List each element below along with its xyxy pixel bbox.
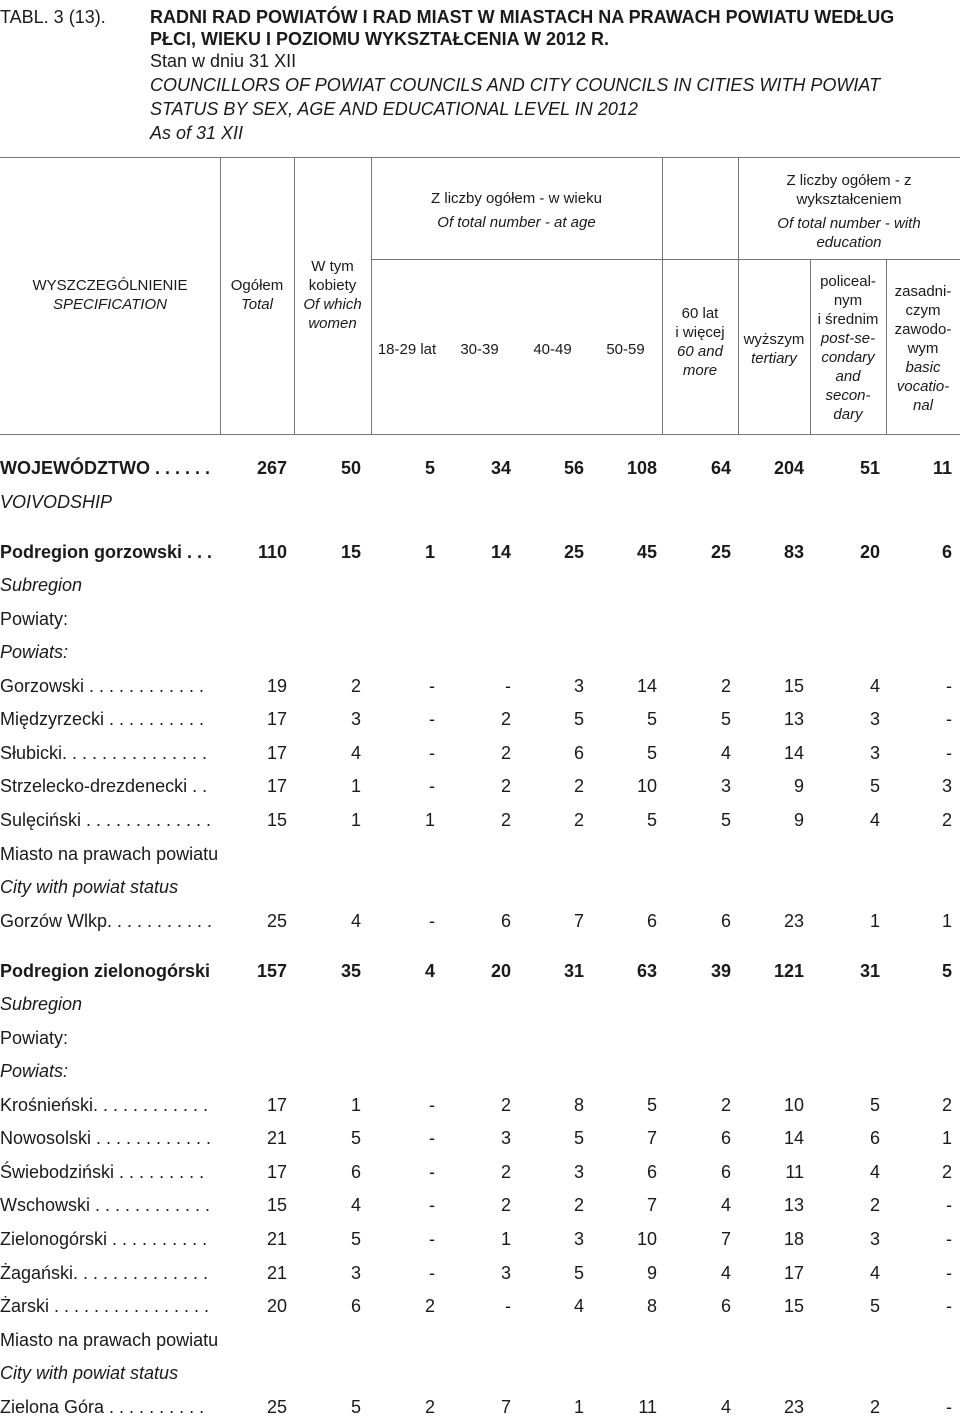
header-tertiary: wyższym tertiary <box>743 331 805 367</box>
row-value: 31 <box>563 961 584 981</box>
row-value: 3 <box>500 1128 511 1148</box>
row-label: City with powiat status <box>0 1363 179 1383</box>
row-value: 23 <box>783 1397 804 1417</box>
row-value: - <box>946 743 952 763</box>
row-value: 7 <box>646 1128 657 1148</box>
header-women: W tym kobiety Of which women <box>303 258 362 332</box>
row-value: 17 <box>266 1095 287 1115</box>
row-value: 5 <box>350 1397 361 1417</box>
row-value: 2 <box>720 676 731 696</box>
header-age-60-plus: 60 lat i więcej 60 and more <box>675 305 725 379</box>
row-value: - <box>946 676 952 696</box>
row-value: 17 <box>783 1263 804 1283</box>
row-value: 5 <box>350 1128 361 1148</box>
row-value: 25 <box>266 1397 287 1417</box>
row-value: 20 <box>490 961 511 981</box>
row-value: 5 <box>941 961 952 981</box>
table-row <box>0 1290 960 1323</box>
row-value: 157 <box>256 961 287 981</box>
row-value: 6 <box>720 1296 731 1316</box>
row-value: 21 <box>266 1128 287 1148</box>
table-row <box>0 770 960 803</box>
row-value: 6 <box>350 1296 361 1316</box>
row-value: 2 <box>500 709 511 729</box>
row-value: - <box>429 1195 435 1215</box>
row-value: 4 <box>869 810 880 830</box>
table-row <box>0 1089 960 1122</box>
row-value: 2 <box>941 1095 952 1115</box>
row-value: 2 <box>500 810 511 830</box>
row-value: 5 <box>646 709 657 729</box>
row-label: Nowosolski . . . . . . . . . . . . <box>0 1128 212 1148</box>
row-value: 4 <box>573 1296 584 1316</box>
row-value: 9 <box>793 776 804 796</box>
row-value: 4 <box>869 1162 880 1182</box>
row-value: - <box>429 911 435 931</box>
row-value: 5 <box>869 1296 880 1316</box>
row-value: - <box>946 1229 952 1249</box>
table-row <box>0 905 960 938</box>
row-value: - <box>429 676 435 696</box>
row-value: 20 <box>859 542 880 562</box>
row-label: VOIVODSHIP <box>0 492 113 512</box>
row-value: 110 <box>257 542 287 562</box>
row-value: - <box>429 1263 435 1283</box>
row-value: 1 <box>424 810 435 830</box>
header-age-18-29: 18-29 lat <box>377 341 437 358</box>
row-value: 6 <box>941 542 952 562</box>
row-value: 4 <box>350 1195 361 1215</box>
row-value: 15 <box>783 676 804 696</box>
row-value: 45 <box>636 542 657 562</box>
row-value: 5 <box>350 1229 361 1249</box>
row-value: 204 <box>773 458 804 478</box>
row-label: Słubicki. . . . . . . . . . . . . . . <box>0 743 208 763</box>
row-label: Żarski . . . . . . . . . . . . . . . . <box>0 1296 210 1316</box>
row-value: - <box>946 709 952 729</box>
row-value: 6 <box>646 911 657 931</box>
row-value: - <box>429 776 435 796</box>
row-value: 3 <box>573 1229 584 1249</box>
row-label: Zielonogórski . . . . . . . . . . <box>0 1229 208 1249</box>
header-specification: WYSZCZEGÓLNIENIE SPECIFICATION <box>32 277 188 313</box>
row-value: 5 <box>720 709 731 729</box>
header-education-group: Z liczby ogółem - z wykształceniem Of total number - with education <box>777 172 921 251</box>
title-polish-line1: RADNI RAD POWIATÓW I RAD MIAST W MIASTACH NA PRAWACH POWIATU WEDŁUG <box>150 7 895 27</box>
row-value: 1 <box>941 911 952 931</box>
row-value: 4 <box>720 743 731 763</box>
row-value: 3 <box>720 776 731 796</box>
row-value: - <box>429 1128 435 1148</box>
row-label: Sulęciński . . . . . . . . . . . . . <box>0 810 212 830</box>
date-english: As of 31 XII <box>150 123 244 143</box>
row-value: 3 <box>941 776 952 796</box>
row-value: 5 <box>646 743 657 763</box>
row-value: - <box>946 1397 952 1417</box>
table-row <box>0 737 960 770</box>
row-value: 8 <box>646 1296 657 1316</box>
row-value: 15 <box>340 542 361 562</box>
row-value: - <box>946 1296 952 1316</box>
table-row <box>0 486 960 519</box>
row-value: 2 <box>500 1195 511 1215</box>
row-value: 3 <box>350 709 361 729</box>
row-value: 18 <box>783 1229 804 1249</box>
row-label: Podregion zielonogórski <box>0 961 211 981</box>
row-value: - <box>429 743 435 763</box>
table-row <box>0 569 960 602</box>
header-age-group: Z liczby ogółem - w wieku Of total number - at age <box>431 190 602 231</box>
row-value: 5 <box>573 1263 584 1283</box>
row-value: 2 <box>869 1397 880 1417</box>
row-label: Świebodziński . . . . . . . . . <box>0 1162 205 1182</box>
table-row <box>0 1324 960 1357</box>
row-value: 8 <box>573 1095 584 1115</box>
row-value: 14 <box>490 542 511 562</box>
row-value: 1 <box>573 1397 584 1417</box>
row-value: 56 <box>563 458 584 478</box>
header-post-secondary: policeal- nym i średnim post-se- condary and secon- dary <box>817 273 879 423</box>
row-value: 1 <box>350 810 361 830</box>
table-row <box>0 838 960 871</box>
row-label: Powiaty: <box>0 1028 69 1048</box>
row-value: 13 <box>783 709 804 729</box>
header-basic-vocational: zasadni- czym zawodo- wym basic vocatio- nal <box>894 283 952 414</box>
row-value: 2 <box>869 1195 880 1215</box>
row-value: 3 <box>869 1229 880 1249</box>
row-value: 35 <box>340 961 361 981</box>
row-value: 10 <box>636 1229 657 1249</box>
row-value: - <box>429 709 435 729</box>
row-value: 11 <box>932 458 952 478</box>
row-value: 3 <box>573 676 584 696</box>
row-label: City with powiat status <box>0 877 179 897</box>
row-value: - <box>429 1229 435 1249</box>
row-value: 2 <box>424 1296 435 1316</box>
row-value: - <box>429 1162 435 1182</box>
row-value: 19 <box>266 676 287 696</box>
row-label: Gorzów Wlkp. . . . . . . . . . . <box>0 911 213 931</box>
table-row <box>0 1122 960 1155</box>
row-value: 4 <box>350 911 361 931</box>
table-row <box>0 955 960 988</box>
row-value: 2 <box>424 1397 435 1417</box>
row-label: WOJEWÓDZTWO . . . . . . <box>0 458 210 478</box>
row-value: 6 <box>720 1162 731 1182</box>
header-divider <box>371 259 960 260</box>
table-row <box>0 670 960 703</box>
table-row <box>0 804 960 837</box>
row-label: Międzyrzecki . . . . . . . . . . <box>0 709 205 729</box>
row-label: Powiaty: <box>0 609 69 629</box>
row-value: 7 <box>573 911 584 931</box>
row-label: Powiats: <box>0 1061 69 1081</box>
table-row <box>0 1391 960 1424</box>
table-row <box>0 1357 960 1390</box>
table-row <box>0 871 960 904</box>
row-value: 1 <box>350 776 361 796</box>
row-label: Miasto na prawach powiatu <box>0 1330 219 1350</box>
row-value: 3 <box>350 1263 361 1283</box>
row-value: 17 <box>266 743 287 763</box>
row-value: 11 <box>638 1397 657 1417</box>
row-value: 25 <box>563 542 584 562</box>
row-value: 23 <box>783 911 804 931</box>
title-polish-line2: PŁCI, WIEKU I POZIOMU WYKSZTAŁCENIA W 2012 R. <box>150 29 610 49</box>
row-value: 2 <box>941 810 952 830</box>
row-value: 51 <box>859 458 880 478</box>
row-value: 2 <box>500 1162 511 1182</box>
row-value: 1 <box>500 1229 511 1249</box>
row-value: 34 <box>490 458 511 478</box>
row-value: 6 <box>720 1128 731 1148</box>
row-value: 6 <box>720 911 731 931</box>
table-row <box>0 1257 960 1290</box>
table-row <box>0 603 960 636</box>
table-row <box>0 536 960 569</box>
row-value: 1 <box>941 1128 952 1148</box>
row-value: 2 <box>573 1195 584 1215</box>
row-value: - <box>946 1263 952 1283</box>
row-value: 11 <box>785 1162 804 1182</box>
row-value: 6 <box>500 911 511 931</box>
table-row <box>0 636 960 669</box>
table-row <box>0 988 960 1021</box>
row-value: 4 <box>720 1263 731 1283</box>
row-value: 14 <box>783 743 804 763</box>
row-value: 5 <box>646 1095 657 1115</box>
row-value: 14 <box>783 1128 804 1148</box>
header-age-40-49: 40-49 <box>533 341 572 358</box>
date-polish: Stan w dniu 31 XII <box>150 51 297 71</box>
row-value: 1 <box>350 1095 361 1115</box>
row-value: 21 <box>266 1263 287 1283</box>
row-value: 6 <box>869 1128 880 1148</box>
row-value: 17 <box>266 709 287 729</box>
header-age-30-39: 30-39 <box>460 341 499 358</box>
row-value: 2 <box>573 810 584 830</box>
row-value: 15 <box>266 1195 287 1215</box>
row-value: 39 <box>710 961 731 981</box>
row-value: 20 <box>266 1296 287 1316</box>
table-row <box>0 1055 960 1088</box>
table-row <box>0 1189 960 1222</box>
row-value: 15 <box>783 1296 804 1316</box>
row-value: 7 <box>646 1195 657 1215</box>
row-label: Gorzowski . . . . . . . . . . . . <box>0 676 205 696</box>
row-value: 17 <box>266 1162 287 1182</box>
title-english-line1: COUNCILLORS OF POWIAT COUNCILS AND CITY COUNCILS IN CITIES WITH POWIAT <box>150 75 881 95</box>
row-value: 63 <box>636 961 657 981</box>
row-value: 2 <box>500 776 511 796</box>
row-value: 4 <box>720 1397 731 1417</box>
row-value: 25 <box>266 911 287 931</box>
row-value: 5 <box>869 776 880 796</box>
row-value: 2 <box>500 743 511 763</box>
row-value: 1 <box>424 542 435 562</box>
row-value: 1 <box>869 911 880 931</box>
header-age-50-59: 50-59 <box>606 341 645 358</box>
row-value: 2 <box>350 676 361 696</box>
row-value: 4 <box>424 961 435 981</box>
row-value: 6 <box>646 1162 657 1182</box>
row-value: 9 <box>793 810 804 830</box>
row-value: 3 <box>573 1162 584 1182</box>
row-label: Strzelecko-drezdenecki . . <box>0 776 208 796</box>
row-value: 6 <box>573 743 584 763</box>
row-label: Powiats: <box>0 642 69 662</box>
row-value: 4 <box>350 743 361 763</box>
row-value: 5 <box>720 810 731 830</box>
row-value: 21 <box>266 1229 287 1249</box>
row-value: 83 <box>783 542 804 562</box>
row-value: 14 <box>636 676 657 696</box>
row-value: 64 <box>710 458 731 478</box>
table-row <box>0 1223 960 1256</box>
table-code: TABL. 3 (13). <box>0 7 106 27</box>
row-value: 5 <box>573 1128 584 1148</box>
row-value: 5 <box>646 810 657 830</box>
row-value: 4 <box>869 1263 880 1283</box>
row-value: 13 <box>783 1195 804 1215</box>
row-value: 121 <box>773 961 804 981</box>
table-row <box>0 1156 960 1189</box>
row-value: 25 <box>710 542 731 562</box>
table-row <box>0 1022 960 1055</box>
row-label: Wschowski . . . . . . . . . . . . <box>0 1195 211 1215</box>
title-english-line2: STATUS BY SEX, AGE AND EDUCATIONAL LEVEL IN 2012 <box>150 99 638 119</box>
row-label: Żagański. . . . . . . . . . . . . . <box>0 1263 209 1283</box>
row-value: 15 <box>266 810 287 830</box>
row-value: 2 <box>941 1162 952 1182</box>
row-label: Krośnieński. . . . . . . . . . . . <box>0 1095 209 1115</box>
row-value: 7 <box>500 1397 511 1417</box>
row-label: Zielona Góra . . . . . . . . . . <box>0 1397 205 1417</box>
table-row <box>0 703 960 736</box>
row-value: - <box>505 676 511 696</box>
row-value: - <box>505 1296 511 1316</box>
row-value: - <box>429 1095 435 1115</box>
row-value: 108 <box>626 458 657 478</box>
row-value: 4 <box>720 1195 731 1215</box>
row-label: Miasto na prawach powiatu <box>0 844 219 864</box>
row-value: 2 <box>720 1095 731 1115</box>
row-value: 2 <box>573 776 584 796</box>
row-value: 5 <box>869 1095 880 1115</box>
row-value: 10 <box>636 776 657 796</box>
row-label: Podregion gorzowski . . . <box>0 542 213 562</box>
row-value: 5 <box>573 709 584 729</box>
row-label: Subregion <box>0 575 83 595</box>
row-value: 4 <box>869 676 880 696</box>
row-value: 3 <box>500 1263 511 1283</box>
row-value: 5 <box>424 458 435 478</box>
row-value: 10 <box>783 1095 804 1115</box>
header-divider <box>662 158 663 434</box>
row-value: 3 <box>869 709 880 729</box>
row-value: 17 <box>266 776 287 796</box>
table-header <box>0 157 960 435</box>
row-value: 50 <box>340 458 361 478</box>
row-label: Subregion <box>0 994 83 1014</box>
row-value: 31 <box>859 961 880 981</box>
row-value: - <box>946 1195 952 1215</box>
row-value: 9 <box>646 1263 657 1283</box>
header-total: Ogółem Total <box>230 277 284 313</box>
row-value: 6 <box>350 1162 361 1182</box>
row-value: 3 <box>869 743 880 763</box>
table-row <box>0 452 960 485</box>
row-value: 7 <box>720 1229 731 1249</box>
row-value: 267 <box>256 458 287 478</box>
row-value: 2 <box>500 1095 511 1115</box>
